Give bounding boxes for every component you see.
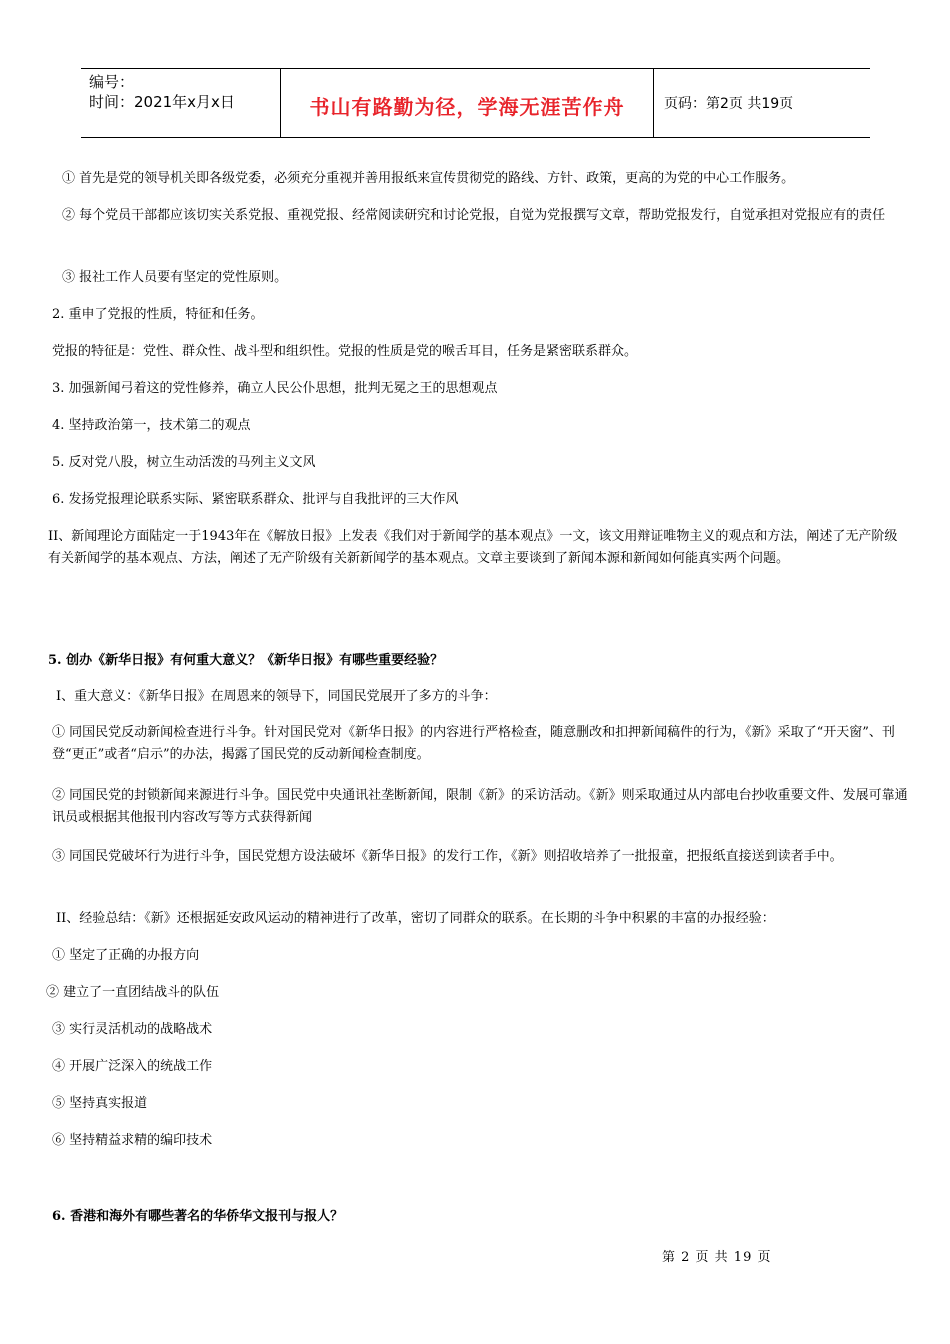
paragraph-6: 3. 加强新闻弓着这的党性修养，确立人民公仆思想，批判无冕之王的思想观点 bbox=[52, 381, 498, 396]
paragraph-11: I、重大意义：《新华日报》在周恩来的领导下，同国民党展开了多方的斗争： bbox=[56, 689, 497, 704]
paragraph-14: ③ 同国民党破坏行为进行斗争，国民党想方设法破坏《新华日报》的发行工作，《新》则招收培养了一批报童，把报纸直接送到读者手中。 bbox=[52, 849, 843, 864]
paragraph-5: 党报的特征是：党性、群众性、战斗型和组织性。党报的性质是党的喉舌耳目，任务是紧密联系群众。 bbox=[52, 344, 638, 359]
paragraph-12: ① 同国民党反动新闻检查进行斗争。针对国民党对《新华日报》的内容进行严格检查，随意删改和扣押新闻稿件的行为，《新》采取了“开天窗”、刊登“更正”或者“启示”的办法，揭露了国民党的反动新闻检查制度。 bbox=[52, 725, 895, 762]
doc-number-label: 编号： bbox=[89, 73, 135, 91]
experience-2: ② 建立了一直团结战斗的队伍 bbox=[46, 985, 220, 1000]
paragraph-10: II、新闻理论方面陆定一于1943年在《解放日报》上发表《我们对于新闻学的基本观点》一文，该文用辩证唯物主义的观点和方法，阐述了无产阶级有关新闻学的基本观点、方法，阐述了无产阶级有关新新闻学的基本观点。文章主要谈到了新闻本源和新闻如何能真实两个问题。 bbox=[48, 529, 898, 566]
paragraph-1: ① 首先是党的领导机关即各级党委，必须充分重视并善用报纸来宣传贯彻党的路线、方针、政策，更高的为党的中心工作服务。 bbox=[62, 171, 795, 186]
experience-3: ③ 实行灵活机动的战略战术 bbox=[52, 1022, 213, 1037]
page-footer: 第 2 页 共 19 页 bbox=[662, 1250, 772, 1265]
paragraph-9: 6. 发扬党报理论联系实际、紧密联系群众、批评与自我批评的三大作风 bbox=[52, 492, 459, 507]
header-meta bbox=[81, 69, 281, 137]
question-6-heading: 6. 香港和海外有哪些著名的华侨华文报刊与报人？ bbox=[52, 1209, 344, 1224]
experience-4: ④ 开展广泛深入的统战工作 bbox=[52, 1059, 213, 1074]
experience-5: ⑤ 坚持真实报道 bbox=[52, 1096, 148, 1111]
paragraph-2-text: ② 每个党员干部都应该切实关系党报、重视党报、经常阅读研究和讨论党报，自觉为党报撰写文章，帮助党报发行，自觉承担对党报应有的责任 bbox=[62, 208, 886, 223]
paragraph-13: ② 同国民党的封锁新闻来源进行斗争。国民党中央通讯社垄断新闻，限制《新》的采访活动。《新》则采取通过从内部电台抄收重要文件、发展可靠通讯员或根据其他报刊内容改写等方式获得新闻 bbox=[52, 788, 908, 825]
experience-6: ⑥ 坚持精益求精的编印技术 bbox=[52, 1133, 213, 1148]
paragraph-2 bbox=[62, 205, 908, 227]
header-motto: 书山有路勤为径，学海无涯苦作舟 bbox=[281, 69, 654, 137]
question-5-heading: 5. 创办《新华日报》有何重大意义？《新华日报》有哪些重要经验？ bbox=[48, 653, 444, 668]
paragraph-3: ③ 报社工作人员要有坚定的党性原则。 bbox=[62, 270, 288, 285]
paragraph-8: 5. 反对党八股，树立生动活泼的马列主义文风 bbox=[52, 455, 316, 470]
page-header bbox=[81, 68, 870, 138]
paragraph-7: 4. 坚持政治第一，技术第二的观点 bbox=[52, 418, 251, 433]
paragraph-15: II、经验总结：《新》还根据延安政风运动的精神进行了改革，密切了同群众的联系。在长期的斗争中积累的丰富的办报经验： bbox=[56, 911, 775, 926]
experience-1: ① 坚定了正确的办报方向 bbox=[52, 948, 200, 963]
header-page-info: 页码：第2页 共19页 bbox=[664, 96, 794, 112]
doc-date-label: 时间：2021年x月x日 bbox=[89, 93, 235, 111]
paragraph-4: 2. 重申了党报的性质，特征和任务。 bbox=[52, 307, 264, 322]
